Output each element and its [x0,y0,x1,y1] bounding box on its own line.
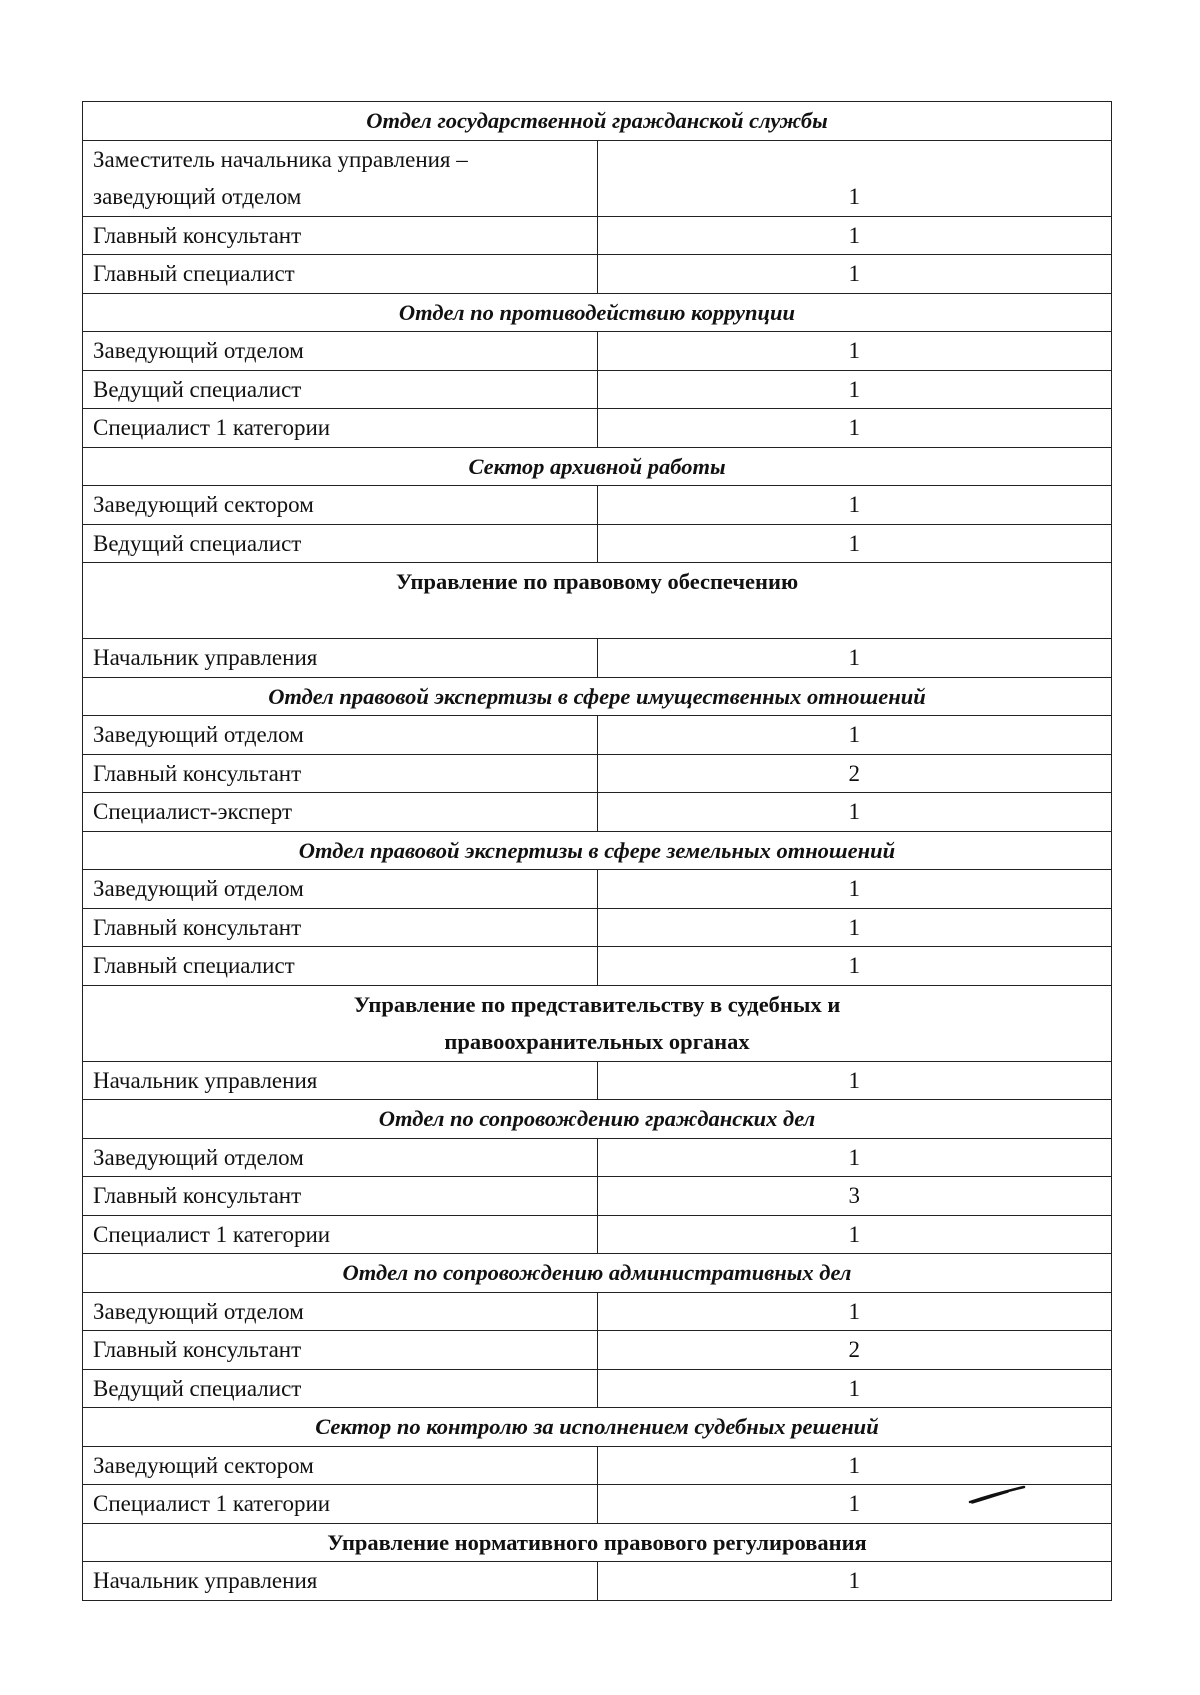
position-title: Заведующий отделом [83,1292,598,1331]
section-title: Управление нормативного правового регулирования [83,1523,1112,1562]
table-row [83,947,1112,986]
section-header-row [83,985,1112,1061]
position-count: 1 [597,1061,1112,1100]
position-count: 1 [597,1215,1112,1254]
position-count: 1 [597,1292,1112,1331]
position-count: 1 [597,639,1112,678]
section-header-row [83,677,1112,716]
section-title: Отдел по сопровождению административных дел [83,1254,1112,1293]
position-count: 1 [597,1369,1112,1408]
table-row [83,639,1112,678]
table-row [83,1177,1112,1216]
table-row [83,870,1112,909]
table-row [83,1485,1112,1524]
position-title: Начальник управления [83,1061,598,1100]
position-title: Главный консультант [83,216,598,255]
position-count: 1 [597,332,1112,371]
position-count: 1 [597,524,1112,563]
position-title: Специалист 1 категории [83,409,598,448]
table-row [83,1562,1112,1601]
position-count: 1 [597,716,1112,755]
position-title: Специалист 1 категории [83,1215,598,1254]
position-title: Главный консультант [83,1177,598,1216]
position-title: Главный специалист [83,255,598,294]
position-count: 1 [597,216,1112,255]
position-count: 1 [597,1485,1112,1524]
staff-table-body [83,102,1112,1601]
table-row [83,524,1112,563]
table-row [83,1446,1112,1485]
position-title: Заведующий отделом [83,1138,598,1177]
position-count: 1 [597,486,1112,525]
section-title: Отдел по противодействию коррупции [83,293,1112,332]
section-header-row [83,1100,1112,1139]
table-row [83,793,1112,832]
position-title: Ведущий специалист [83,1369,598,1408]
position-title: Заведующий сектором [83,486,598,525]
section-header-row [83,831,1112,870]
table-row [83,409,1112,448]
table-row [83,716,1112,755]
position-count: 1 [597,870,1112,909]
section-header-row [83,563,1112,639]
table-row [83,754,1112,793]
table-row [83,140,1112,216]
position-count: 1 [597,370,1112,409]
table-row [83,1061,1112,1100]
position-title: Главный консультант [83,1331,598,1370]
position-count: 1 [597,1446,1112,1485]
table-row [83,1369,1112,1408]
position-title: Специалист-эксперт [83,793,598,832]
position-count: 1 [597,1562,1112,1601]
position-title: Главный консультант [83,908,598,947]
position-count: 2 [597,1331,1112,1370]
section-header-row [83,102,1112,141]
position-title: Заведующий отделом [83,332,598,371]
section-title: Отдел по сопровождению гражданских дел [83,1100,1112,1139]
table-row [83,332,1112,371]
position-title: Главный специалист [83,947,598,986]
position-title: Ведущий специалист [83,370,598,409]
section-title: Отдел правовой экспертизы в сфере имущественных отношений [83,677,1112,716]
table-row [83,1331,1112,1370]
position-count: 1 [597,908,1112,947]
table-row [83,1138,1112,1177]
section-title: Отдел правовой экспертизы в сфере земельных отношений [83,831,1112,870]
staff-table [82,101,1112,1601]
position-title: Заведующий отделом [83,716,598,755]
section-header-row [83,1254,1112,1293]
section-title: Отдел государственной гражданской службы [83,102,1112,141]
position-title: Начальник управления [83,1562,598,1601]
section-header-row [83,293,1112,332]
table-row [83,216,1112,255]
section-title: Управление по правовому обеспечению [83,563,1112,639]
position-title: Главный консультант [83,754,598,793]
position-title: Специалист 1 категории [83,1485,598,1524]
pen-mark-icon [968,1484,1028,1506]
table-row [83,908,1112,947]
table-row [83,370,1112,409]
position-title: Начальник управления [83,639,598,678]
position-title: Заместитель начальника управления – заведующий отделом [83,140,598,216]
position-title: Ведущий специалист [83,524,598,563]
section-header-row [83,447,1112,486]
position-count: 3 [597,1177,1112,1216]
position-count: 1 [597,947,1112,986]
table-row [83,255,1112,294]
position-count: 1 [597,140,1112,216]
position-count: 1 [597,793,1112,832]
position-count: 1 [597,1138,1112,1177]
position-title: Заведующий отделом [83,870,598,909]
position-title: Заведующий сектором [83,1446,598,1485]
section-title: Управление по представительству в судебных и правоохранительных органах [83,985,1112,1061]
section-header-row [83,1523,1112,1562]
section-title: Сектор архивной работы [83,447,1112,486]
position-count: 1 [597,255,1112,294]
table-row [83,486,1112,525]
position-count: 2 [597,754,1112,793]
table-row [83,1215,1112,1254]
table-row [83,1292,1112,1331]
position-count: 1 [597,409,1112,448]
section-title: Сектор по контролю за исполнением судебных решений [83,1408,1112,1447]
section-header-row [83,1408,1112,1447]
